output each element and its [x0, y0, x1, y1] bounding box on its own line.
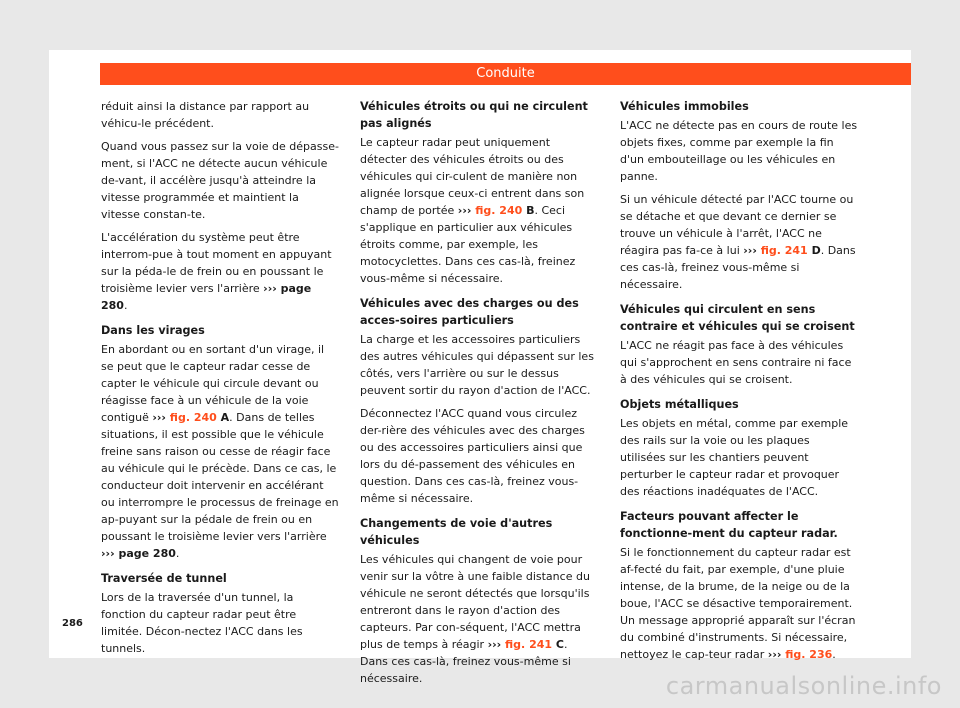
figure-reference[interactable]	[743, 244, 820, 257]
subheading: Dans les virages	[101, 324, 205, 337]
ref-text: fig. 241	[505, 638, 553, 651]
subheading: Véhicules avec des charges ou des acces-soires particuliers	[360, 297, 579, 327]
subheading: Véhicules immobiles	[620, 100, 749, 113]
paragraph: Quand vous passez sur la voie de dépasse-ment, si l'ACC ne détecte aucun véhicule de-vant, il accélère jusqu'à atteindre la vitesse programmée et maintient la vitesse constan-te.	[101, 140, 339, 221]
subheading: Traversée de tunnel	[101, 572, 227, 585]
figure-reference[interactable]	[152, 411, 229, 424]
paragraph: Le capteur radar peut uniquement détecter des véhicules étroits ou des véhicules qui cir-culent de manière non alignée lorsque ceux-ci entrent dans son champ de portée ››› fig. 240 B. Ceci s'applique en particulier aux véhicules étroits comme, par exemple, les motocyclettes. Dans ces cas-là, freinez vous-même si nécessaire.	[360, 136, 585, 285]
figure-reference[interactable]	[768, 648, 832, 661]
paragraph-text: Dans ces cas-là, freinez vous-même si nécessaire.	[620, 244, 856, 291]
column-2	[360, 98, 598, 693]
column-1	[101, 98, 339, 663]
paragraph: Déconnectez l'ACC quand vous circulez der-rière des véhicules avec des charges ou des accessoires particuliers ainsi que lors du dé-passement des véhicules en question. Dans ces cas-là, freinez vous-même si nécessaire.	[360, 407, 585, 505]
ref-letter: C	[555, 638, 564, 651]
page-number: 286	[62, 618, 83, 629]
paragraph: La charge et les accessoires particuliers des autres véhicules qui dépassent sur les côtés, vers l'arrière ou sur le dessus peuvent sortir du rayon d'action de l'ACC.	[360, 333, 594, 397]
paragraph-text: Dans de telles situations, il est possible que le véhicule freine sans raison ou cesse de réagir face au véhicule qui le précède. Dans ce cas, le conducteur doit intervenir en accélérant ou interrompre le processus de freinage en ap-puyant sur la pédale de frein ou en poussant le troisième levier vers l'arrière	[101, 411, 339, 543]
ref-letter: A	[220, 411, 230, 424]
paragraph-text: Si un véhicule détecté par l'ACC tourne ou se détache et que devant ce dernier se trouve un véhicule à l'arrêt, l'ACC ne réagira pas fa-ce à lui	[620, 193, 854, 257]
ref-letter: D	[811, 244, 821, 257]
paragraph-text: Les véhicules qui changent de voie pour venir sur la vôtre à une faible distance du véhicule ne seront détectés que lorsqu'ils entreront dans le rayon d'action des capteurs. Par con-séquent, l'ACC mettra plus de temps à réagir	[360, 553, 590, 651]
arrow-icon: ›››	[767, 648, 782, 661]
cross-reference[interactable]	[101, 547, 176, 560]
paragraph-text: En abordant ou en sortant d'un virage, il se peut que le capteur radar cesse de capter le véhicule qui circule devant ou réagisse face à un véhicule de la voie contiguë	[101, 343, 325, 424]
ref-text: fig. 240	[169, 411, 217, 424]
paragraph-text: Le capteur radar peut uniquement détecter des véhicules étroits ou des véhicules qui cir-culent de manière non alignée lorsque ceux-ci entrent dans son champ de portée	[360, 136, 585, 217]
paragraph: L'ACC ne réagit pas face à des véhicules qui s'approchent en sens contraire ni face à des véhicules qui se croisent.	[620, 339, 852, 386]
arrow-icon: ›››	[152, 411, 166, 424]
column-3	[620, 98, 858, 669]
paragraph-text: Si le fonctionnement du capteur radar est af-fecté du fait, par exemple, d'une pluie intense, de la brume, de la neige ou de la boue, l'ACC se désactive temporairement. Un message approprié apparaît sur l'écran du combiné d'instruments. Si nécessaire, nettoyez le cap-teur radar	[620, 546, 856, 661]
subheading: Objets métalliques	[620, 398, 739, 411]
paragraph: réduit ainsi la distance par rapport au véhicu-le précédent.	[101, 100, 310, 130]
figure-reference[interactable]	[458, 204, 535, 217]
ref-text: page 280	[101, 282, 312, 312]
arrow-icon: ›››	[457, 204, 472, 217]
subheading: Véhicules étroits ou qui ne circulent pas alignés	[360, 100, 588, 130]
paragraph: L'ACC ne détecte pas en cours de route les objets fixes, comme par exemple la fin d'un embouteillage ou les véhicules en panne.	[620, 119, 858, 183]
paragraph-text: Ceci s'applique en particulier aux véhicules étroits comme, par exemple, les motocyclettes. Dans ces cas-là, freinez vous-même si nécessaire.	[360, 204, 576, 285]
paragraph: Si un véhicule détecté par l'ACC tourne ou se détache et que devant ce dernier se trouve un véhicule à l'arrêt, l'ACC ne réagira pas fa-ce à lui ››› fig. 241 D. Dans ces cas-là, freinez vous-même si nécessaire.	[620, 193, 856, 291]
paragraph: Les objets en métal, comme par exemple des rails sur la voie ou les plaques utilisées sur les chantiers peuvent perturber le capteur radar et provoquer des réactions inadéquates de l'ACC.	[620, 417, 849, 498]
paragraph-text: L'accélération du système peut être interrom-pue à tout moment en appuyant sur la péda-le de frein ou en poussant le troisième levier vers l'arrière	[101, 231, 332, 295]
ref-text: fig. 240	[475, 204, 523, 217]
paragraph: Si le fonctionnement du capteur radar est af-fecté du fait, par exemple, d'une pluie intense, de la brume, de la neige ou de la boue, l'ACC se désactive temporairement. Un message approprié apparaît sur l'écran du combiné d'instruments. Si nécessaire, nettoyez le cap-teur radar ››› fig. 236.	[620, 546, 856, 661]
paragraph: En abordant ou en sortant d'un virage, il se peut que le capteur radar cesse de capter le véhicule qui circule devant ou réagisse face à un véhicule de la voie contiguë ››› fig. 240 A. Dans de telles situations, il est possible que le véhicule freine sans raison ou cesse de réagir face au véhicule qui le précède. Dans ce cas, le conducteur doit intervenir en accélérant ou interrompre le processus de freinage en ap-puyant sur la pédale de frein ou en poussant le troisième levier vers l'arrière ››› page 280.	[101, 343, 339, 560]
arrow-icon: ›››	[743, 244, 757, 257]
arrow-icon: ›››	[487, 638, 502, 651]
ref-text: fig. 236	[785, 648, 833, 661]
ref-text: page 280	[118, 547, 176, 560]
subheading: Facteurs pouvant affecter le fonctionne-ment du capteur radar.	[620, 510, 838, 540]
arrow-icon: ›››	[263, 282, 277, 295]
ref-letter: B	[526, 204, 535, 217]
ref-text: fig. 241	[760, 244, 808, 257]
section-header: Conduite	[100, 63, 911, 85]
paragraph-text: Dans ces cas-là, freinez vous-même si nécessaire.	[360, 655, 571, 685]
arrow-icon: ›››	[101, 547, 115, 560]
subheading: Véhicules qui circulent en sens contraire et véhicules qui se croisent	[620, 303, 855, 333]
paragraph: Lors de la traversée d'un tunnel, la fonction du capteur radar peut être limitée. Décon-nectez l'ACC dans les tunnels.	[101, 591, 303, 655]
paragraph: L'accélération du système peut être interrom-pue à tout moment en appuyant sur la péda-le de frein ou en poussant le troisième levier vers l'arrière ››› page 280.	[101, 231, 332, 312]
paragraph: Les véhicules qui changent de voie pour venir sur la vôtre à une faible distance du véhicule ne seront détectés que lorsqu'ils entreront dans le rayon d'action des capteurs. Par con-séquent, l'ACC mettra plus de temps à réagir ››› fig. 241 C. Dans ces cas-là, freinez vous-même si nécessaire.	[360, 553, 590, 685]
figure-reference[interactable]	[488, 638, 564, 651]
watermark: carmanualsonline.info	[665, 672, 942, 700]
subheading: Changements de voie d'autres véhicules	[360, 517, 553, 547]
